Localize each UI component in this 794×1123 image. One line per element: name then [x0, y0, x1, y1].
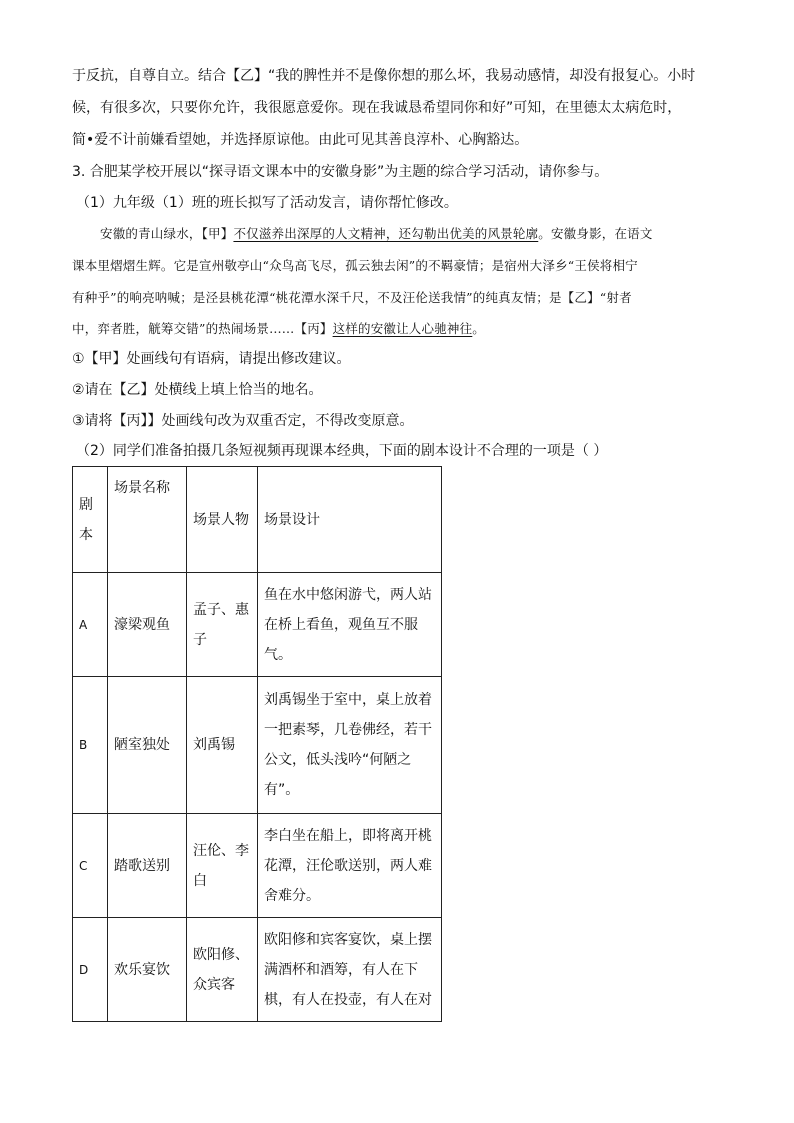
paragraph-line: 于反抗，自尊自立。结合【乙】“我的脾性并不是像你想的那么坏，我易动感情，却没有报复心。小时 — [72, 68, 696, 84]
row-letter: B — [73, 677, 108, 814]
speech-line-3: 有种乎”的响亮呐喊；是泾县桃花潭“桃花潭水深千尺，不及汪伦送我情”的纯真友情；是【乙】“射者 — [72, 290, 632, 305]
question-stem: 3. 合肥某学校开展以“探寻语文课本中的安徽身影”为主题的综合学习活动，请你参与。 — [72, 164, 609, 180]
row-scene-design: 李白坐在船上，即将离开桃花潭，汪伦歌送别，两人难舍难分。 — [258, 814, 442, 918]
row-scene-people: 孟子、惠子 — [187, 573, 258, 677]
speech-line-2: 课本里熠熠生辉。它是宣州敬亭山“众鸟高飞尽，孤云独去闲”的不羁豪情；是宿州大泽乡“王侯将相宁 — [72, 258, 638, 273]
task-2: ②请在【乙】处横线上填上恰当的地名。 — [72, 382, 323, 398]
speech-line-1: 安徽的青山绿水，【甲】不仅滋养出深厚的人文精神，还勾勒出优美的风景轮廓。安徽身影，在语文 — [100, 226, 653, 241]
row-scene-name: 欢乐宴饮 — [108, 918, 187, 1022]
part-1-heading: （1）九年级（1）班的班长拟写了活动发言，请你帮忙修改。 — [76, 195, 458, 211]
paragraph-line: 候，有很多次，只要你允许，我很愿意爱你。现在我诚恳希望同你和好”可知，在里德太太病危时， — [72, 100, 682, 116]
row-scene-name: 陋室独处 — [108, 677, 187, 814]
task-3: ③请将【丙】】处画线句改为双重否定，不得改变原意。 — [72, 413, 414, 429]
row-scene-name: 踏歌送别 — [108, 814, 187, 918]
table-row — [73, 677, 442, 814]
header-scene-people: 场景人物 — [187, 467, 258, 573]
script-table — [72, 466, 442, 1022]
table-row — [73, 573, 442, 677]
speech-line-4: 中，弈者胜，觥筹交错”的热闹场景……【丙】这样的安徽让人心驰神往。 — [72, 321, 485, 336]
row-scene-people: 刘禹锡 — [187, 677, 258, 814]
row-scene-design: 刘禹锡坐于室中，桌上放着一把素琴，几卷佛经，若干公文，低头浅吟“何陋之有”。 — [258, 677, 442, 814]
row-scene-people: 欧阳修、众宾客 — [187, 918, 258, 1022]
row-scene-design: 欧阳修和宾客宴饮，桌上摆满酒杯和酒筹，有人在下棋，有人在投壶，有人在对 — [258, 918, 442, 1022]
underlined-sentence-bing: 这样的安徽让人心驰神往 — [332, 321, 473, 336]
header-script: 剧本 — [73, 467, 108, 573]
header-scene-design: 场景设计 — [258, 467, 442, 573]
table-row — [73, 814, 442, 918]
table-header-row — [73, 467, 442, 573]
row-letter: C — [73, 814, 108, 918]
row-scene-people: 汪伦、李白 — [187, 814, 258, 918]
row-letter: D — [73, 918, 108, 1022]
row-scene-design: 鱼在水中悠闲游弋，两人站在桥上看鱼，观鱼互不服气。 — [258, 573, 442, 677]
paragraph-line: 简•爱不计前嫌看望她，并选择原谅他。由此可见其善良淳朴、心胸豁达。 — [72, 132, 529, 148]
table-row — [73, 918, 442, 1022]
row-scene-name: 濠梁观鱼 — [108, 573, 187, 677]
underlined-sentence-jia: 不仅滋养出深厚的人文精神，还勾勒出优美的风景轮廓 — [233, 226, 539, 241]
row-letter: A — [73, 573, 108, 677]
task-1: ①【甲】处画线句有语病，请提出修改建议。 — [72, 351, 351, 367]
header-scene-name: 场景名称 — [108, 467, 187, 573]
part-2-heading: （2）同学们准备拍摄几条短视频再现课本经典，下面的剧本设计不合理的一项是（ ） — [76, 443, 608, 459]
